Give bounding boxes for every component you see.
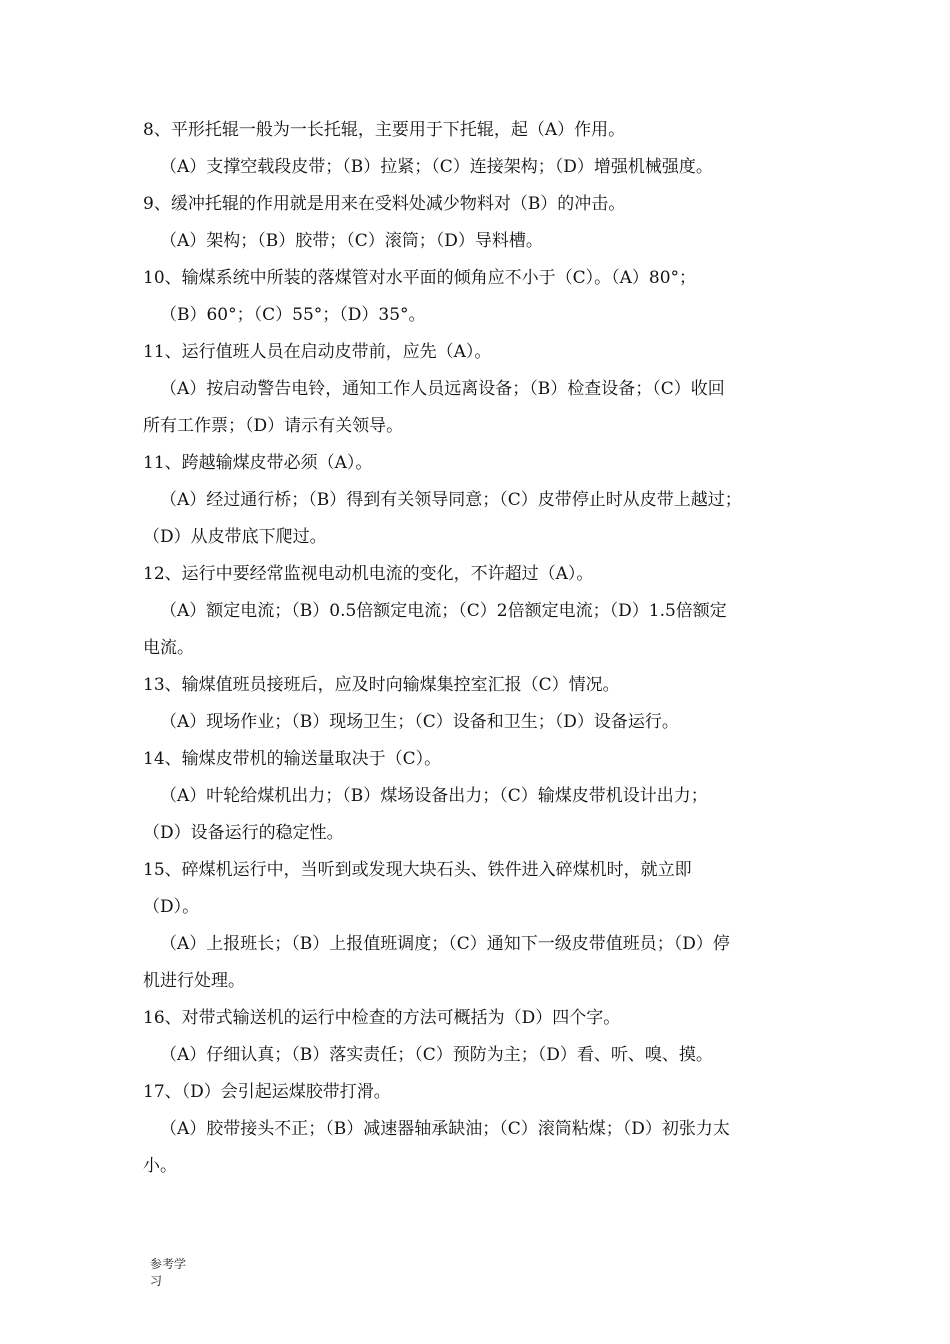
question-line: 8、平形托辊一般为一长托辊，主要用于下托辊，起（A）作用。 [143,120,626,140]
options-line: （A）额定电流；（B）0.5倍额定电流；（C）2倍额定电流；（D）1.5倍额定 [160,601,727,621]
page-footer [150,1256,190,1290]
question-line: 16、对带式输送机的运行中检查的方法可概括为（D）四个字。 [143,1008,621,1028]
question-line: 13、输煤值班员接班后，应及时向输煤集控室汇报（C）情况。 [143,675,620,695]
options-line-continued: 电流。 [143,638,194,658]
options-line: （A）胶带接头不正；（B）减速器轴承缺油；（C）滚筒粘煤；（D）初张力太 [160,1119,730,1139]
question-line: 14、输煤皮带机的输送量取决于（C）。 [143,749,442,769]
question-line-continued: （D）。 [143,897,200,917]
options-line: （A）上报班长；（B）上报值班调度；（C）通知下一级皮带值班员；（D）停 [160,934,730,954]
options-line-continued: （D）从皮带底下爬过。 [143,527,327,547]
footer-text-line-1: 参考学 [150,1257,187,1271]
options-line-continued: （D）设备运行的稳定性。 [143,823,344,843]
question-line: 11、运行值班人员在启动皮带前，应先（A）。 [143,342,492,362]
question-line: 17、（D）会引起运煤胶带打滑。 [143,1082,391,1102]
options-line: （A）仔细认真；（B）落实责任；（C）预防为主；（D）看、听、嗅、摸。 [160,1045,713,1065]
question-line: 10、输煤系统中所装的落煤管对水平面的倾角应不小于（C）。（A）80°； [143,268,697,288]
question-line: 15、碎煤机运行中，当听到或发现大块石头、铁件进入碎煤机时，就立即 [143,860,692,880]
options-line-continued: 小。 [143,1156,177,1176]
options-line: （A）现场作业；（B）现场卫生；（C）设备和卫生；（D）设备运行。 [160,712,679,732]
question-line: 12、运行中要经常监视电动机电流的变化，不许超过（A）。 [143,564,594,584]
options-line: （A）架构；（B）胶带；（C）滚筒；（D）导料槽。 [160,231,543,251]
options-line: （A）按启动警告电铃，通知工作人员远离设备；（B）检查设备；（C）收回 [160,379,725,399]
options-line-continued: 所有工作票；（D）请示有关领导。 [143,416,404,436]
options-line: （A）经过通行桥；（B）得到有关领导同意；（C）皮带停止时从皮带上越过； [160,490,742,510]
options-line: （B）60°；（C）55°；（D）35°。 [160,305,426,325]
options-line: （A）支撑空载段皮带；（B）拉紧；（C）连接架构；（D）增强机械强度。 [160,157,713,177]
options-line: （A）叶轮给煤机出力；（B）煤场设备出力；（C）输煤皮带机设计出力； [160,786,708,806]
question-line: 11、跨越输煤皮带必须（A）。 [143,453,373,473]
options-line-continued: 机进行处理。 [143,971,245,991]
question-line: 9、缓冲托辊的作用就是用来在受料处减少物料对（B）的冲击。 [143,194,626,214]
question-list [143,112,818,1185]
footer-text-line-2: 习 [150,1274,163,1288]
